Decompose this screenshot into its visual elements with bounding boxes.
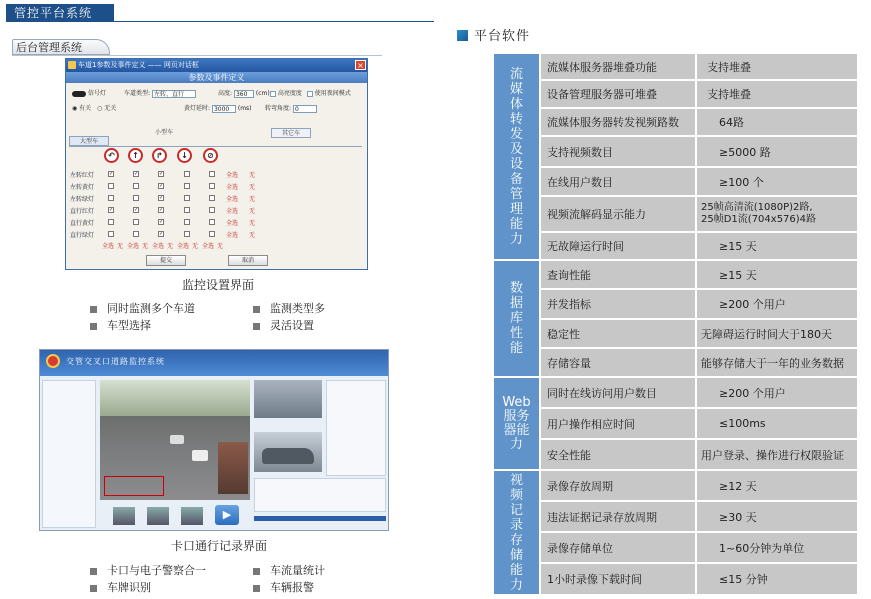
spec-name: 设备管理服务器可堆叠 (541, 81, 695, 107)
spec-name: 1小时录像下载时间 (541, 564, 695, 594)
photo-sky (100, 380, 250, 416)
scrollbar[interactable] (254, 516, 386, 521)
yellow-delay-group (184, 103, 252, 113)
radio-yes-label: 有关 (79, 105, 92, 112)
lane-type-select[interactable]: 左转、直行 (152, 90, 196, 98)
col-select-all[interactable]: 全选 (202, 243, 215, 250)
brightness-label: 高亮度度 (277, 90, 302, 97)
bullet-text: 车辆报警 (270, 581, 314, 594)
dialog-heading: 参数及事件定义 (66, 72, 367, 83)
col-select-all[interactable]: 全选 (127, 243, 140, 250)
bullet-square-icon (253, 306, 260, 313)
traffic-photo (100, 380, 250, 500)
backend-section-tab: 后台管理系统 (12, 39, 110, 55)
bullet-item (253, 317, 314, 333)
spec-value: ≥100 个 (697, 168, 857, 195)
spec-name: 录像存放周期 (541, 471, 695, 500)
tab-other-vehicle[interactable]: 其它车 (271, 128, 311, 138)
spec-name: 用户操作相应时间 (541, 409, 695, 438)
no-entry-sign-icon: ⊘ (203, 148, 218, 163)
straight-sign-icon: ↑ (128, 148, 143, 163)
grid-checkbox[interactable] (184, 195, 190, 201)
row-label: 左转红灯 (70, 172, 95, 179)
tab-large-vehicle[interactable]: 大型车 (69, 136, 109, 146)
spec-name: 并发指标 (541, 290, 695, 318)
night-checkbox[interactable] (307, 91, 313, 97)
tab-small-vehicle[interactable]: 小型车 (154, 129, 173, 136)
row-select-none[interactable]: 无 (249, 208, 256, 215)
grid-checkbox[interactable]: ✓ (159, 207, 164, 213)
row-select-all[interactable]: 全选 (226, 196, 239, 203)
spec-value: 用户登录、操作进行权限验证 (697, 440, 857, 469)
bullet-square-icon (253, 323, 260, 330)
grid-checkbox[interactable] (133, 183, 139, 189)
bullet-text: 车牌识别 (107, 581, 151, 594)
grid-checkbox[interactable] (184, 231, 190, 237)
turn-angle-group (265, 103, 317, 113)
grid-checkbox[interactable] (133, 231, 139, 237)
grid-checkbox[interactable] (108, 183, 114, 189)
category-database (494, 261, 539, 376)
col-select-all[interactable]: 全选 (102, 243, 115, 250)
yellow-delay-label: 黄灯延时: (184, 105, 211, 112)
traffic-light-icon (72, 91, 86, 97)
checkpoint-title: 交管交叉口道路监控系统 (66, 357, 165, 366)
banner-divider (114, 21, 434, 22)
grid-checkbox[interactable]: ✓ (159, 219, 164, 225)
spec-name: 查询性能 (541, 261, 695, 288)
category-web (494, 378, 539, 469)
dialog-title: 车道1参数及事件定义 —— 网页对话框 (78, 61, 199, 69)
grid-checkbox[interactable] (209, 195, 215, 201)
caption-monitor-settings: 监控设置界面 (182, 278, 255, 292)
yellow-delay-input[interactable]: 3000 (212, 105, 236, 113)
grid-checkbox[interactable]: ✓ (109, 207, 114, 213)
grid-checkbox[interactable]: ✓ (134, 207, 139, 213)
bullet-text: 车型选择 (107, 319, 151, 332)
row-select-all[interactable]: 全选 (226, 172, 239, 179)
row-select-all[interactable]: 全选 (226, 220, 239, 227)
spec-value: ≥15 天 (697, 261, 857, 288)
row-label: 直行绿灯 (70, 232, 95, 239)
spec-name: 同时在线访问用户数目 (541, 378, 695, 407)
vehicle-photo (254, 432, 322, 472)
grid-checkbox[interactable]: ✓ (159, 195, 164, 201)
photo-crowd (218, 442, 248, 494)
spec-value: 1~60分钟为单位 (697, 533, 857, 562)
spec-name: 流媒体服务器转发视频路数 (541, 109, 695, 135)
spec-table (494, 54, 857, 594)
spec-name: 录像存储单位 (541, 533, 695, 562)
category-label: 视频记录存储能力 (509, 472, 523, 593)
radio-yes[interactable]: ◉ (72, 105, 78, 112)
play-icon[interactable]: ▶ (215, 505, 239, 525)
col-select-none[interactable]: 无 (142, 243, 149, 250)
close-icon[interactable]: × (355, 60, 366, 70)
row-label: 左转黄灯 (70, 184, 95, 191)
row-select-none[interactable]: 无 (249, 184, 256, 191)
spec-name: 安全性能 (541, 440, 695, 469)
degree-unit: (cm) (255, 90, 270, 97)
bullet-item (253, 579, 314, 595)
car-body (262, 448, 314, 464)
spec-name: 视频流解码显示能力 (541, 197, 695, 231)
degree-input[interactable]: 360 (234, 90, 254, 98)
grid-checkbox[interactable] (209, 171, 215, 177)
bullet-item (90, 317, 151, 333)
col-select-none[interactable]: 无 (167, 243, 174, 250)
spec-name: 在线用户数目 (541, 168, 695, 195)
grid-checkbox[interactable] (133, 195, 139, 201)
spec-value: 能够存储大于一年的业务数据 (697, 349, 857, 376)
grid-checkbox[interactable] (184, 207, 190, 213)
page-title-banner: 管控平台系统 (6, 4, 114, 22)
tree-panel[interactable] (42, 380, 96, 528)
spec-name: 稳定性 (541, 320, 695, 347)
turn-left-sign-icon: ↶ (104, 148, 119, 163)
caption-checkpoint-records: 卡口通行记录界面 (171, 539, 268, 553)
spec-name: 无故障运行时间 (541, 233, 695, 259)
yellow-delay-unit: (ms) (237, 105, 252, 112)
grid-checkbox[interactable]: ✓ (159, 231, 164, 237)
checkpoint-titlebar (40, 350, 388, 376)
category-label: 数据库性能 (509, 281, 523, 356)
grid-checkbox[interactable] (209, 219, 215, 225)
spec-name: 违法证据记录存放周期 (541, 502, 695, 531)
bullet-square-icon (253, 585, 260, 592)
grid-checkbox[interactable] (209, 207, 215, 213)
section-divider (12, 55, 382, 56)
col-select-none[interactable]: 无 (117, 243, 124, 250)
bullet-item (253, 562, 325, 578)
grid-checkbox[interactable] (209, 231, 215, 237)
platform-software-title: 平台软件 (474, 29, 531, 44)
grid-checkbox[interactable] (133, 219, 139, 225)
thumbnail[interactable] (181, 507, 203, 525)
brightness-checkbox[interactable] (270, 91, 276, 97)
dialog-titlebar (66, 59, 367, 72)
photo-car (170, 435, 184, 444)
params-dialog-screenshot (65, 58, 368, 270)
grid-checkbox[interactable]: ✓ (134, 171, 139, 177)
bullet-square-icon (90, 585, 97, 592)
spec-value: ≥200 个用户 (697, 290, 857, 318)
spec-name: 存储容量 (541, 349, 695, 376)
spec-value: ≤15 分钟 (697, 564, 857, 594)
window-icon (68, 61, 76, 69)
radio-no-label: 无关 (104, 105, 117, 112)
options-group (270, 88, 351, 97)
bullet-item (90, 562, 206, 578)
spec-value: ≥200 个用户 (697, 378, 857, 407)
u-turn-sign-icon: ↓ (177, 148, 192, 163)
lane-type-group (124, 88, 196, 98)
cancel-button[interactable]: 取消 (228, 255, 268, 266)
checkpoint-window-screenshot (39, 349, 389, 531)
spec-value: ≥15 天 (697, 233, 857, 259)
thumbnail[interactable] (113, 507, 135, 525)
radio-no[interactable]: ○ (97, 105, 103, 112)
bullet-item (253, 300, 325, 316)
spec-value: 无障碍运行时间大于180天 (697, 320, 857, 347)
category-video-storage (494, 471, 539, 594)
grid-checkbox[interactable] (184, 183, 190, 189)
bullet-text: 灵活设置 (270, 319, 314, 332)
bullet-text: 卡口与电子警察合一 (107, 564, 206, 577)
photo-car (192, 450, 208, 461)
row-select-none[interactable]: 无 (249, 196, 256, 203)
bullet-text: 监测类型多 (270, 302, 325, 315)
grid-checkbox[interactable] (108, 231, 114, 237)
col-select-none[interactable]: 无 (217, 243, 224, 250)
row-select-all[interactable]: 全选 (226, 232, 239, 239)
bullet-item (90, 300, 195, 316)
relation-radios (72, 103, 116, 112)
bullet-item (90, 579, 151, 595)
row-select-none[interactable]: 无 (249, 232, 256, 239)
spec-value: 支持堆叠 (697, 81, 857, 107)
bullet-square-icon (90, 568, 97, 575)
spec-value: ≥30 天 (697, 502, 857, 531)
category-streaming (494, 54, 539, 259)
spec-name: 支持视频数目 (541, 137, 695, 166)
plate-closeup (254, 380, 322, 418)
row-label: 左转绿灯 (70, 196, 95, 203)
spec-value-line: 25帧D1流(704x576)4路 (701, 214, 817, 225)
photo-overlay-box (104, 476, 164, 496)
row-select-all[interactable]: 全选 (226, 208, 239, 215)
bullet-square-icon (253, 568, 260, 575)
turn-right-sign-icon: ↱ (152, 148, 167, 163)
signal-label: 信号灯 (87, 90, 106, 97)
category-label: 流媒体转发及设备管理能力 (509, 66, 523, 247)
spec-name: 流媒体服务器堆叠功能 (541, 54, 695, 79)
submit-button[interactable]: 提交 (146, 255, 186, 266)
grid-checkbox[interactable] (184, 171, 190, 177)
grid-checkbox[interactable]: ✓ (159, 171, 164, 177)
turn-angle-input[interactable]: 0 (293, 105, 317, 113)
bullet-square-icon (90, 306, 97, 313)
record-form (254, 478, 386, 512)
lane-type-label: 车道类型: (124, 90, 151, 97)
col-select-all[interactable]: 全选 (177, 243, 190, 250)
police-emblem-icon (46, 354, 60, 368)
spec-value (697, 197, 857, 231)
spec-value: ≤100ms (697, 409, 857, 438)
record-detail-panel (326, 380, 386, 476)
section-square-icon (457, 30, 468, 41)
bullet-text: 车流量统计 (270, 564, 325, 577)
grid-checkbox[interactable]: ✓ (109, 171, 114, 177)
grid-checkbox[interactable] (108, 219, 114, 225)
spec-value: 支持堆叠 (697, 54, 857, 79)
row-select-none[interactable]: 无 (249, 220, 256, 227)
row-select-all[interactable]: 全选 (226, 184, 239, 191)
grid-checkbox[interactable] (209, 183, 215, 189)
grid-checkbox[interactable] (184, 219, 190, 225)
bullet-square-icon (90, 323, 97, 330)
row-select-none[interactable]: 无 (249, 172, 256, 179)
degree-group (218, 88, 270, 98)
col-select-none[interactable]: 无 (192, 243, 199, 250)
spec-value: ≥5000 路 (697, 137, 857, 166)
row-label: 直行黄灯 (70, 220, 95, 227)
night-label: 使用夜间模式 (314, 90, 351, 97)
category-label: Web服务器能力 (502, 394, 531, 452)
col-select-all[interactable]: 全选 (152, 243, 165, 250)
spec-value-line: 25帧高清流(1080P)2路, (701, 202, 813, 213)
bullet-text: 同时监测多个车道 (107, 302, 195, 315)
spec-value: 64路 (697, 109, 857, 135)
signal-row (72, 88, 106, 97)
turn-angle-label: 转弯角度: (265, 105, 292, 112)
tab-divider (69, 146, 362, 147)
grid-checkbox[interactable] (108, 195, 114, 201)
grid-checkbox[interactable]: ✓ (159, 183, 164, 189)
spec-value: ≥12 天 (697, 471, 857, 500)
degree-label: 高度: (218, 90, 233, 97)
thumbnail[interactable] (147, 507, 169, 525)
row-label: 直行红灯 (70, 208, 95, 215)
